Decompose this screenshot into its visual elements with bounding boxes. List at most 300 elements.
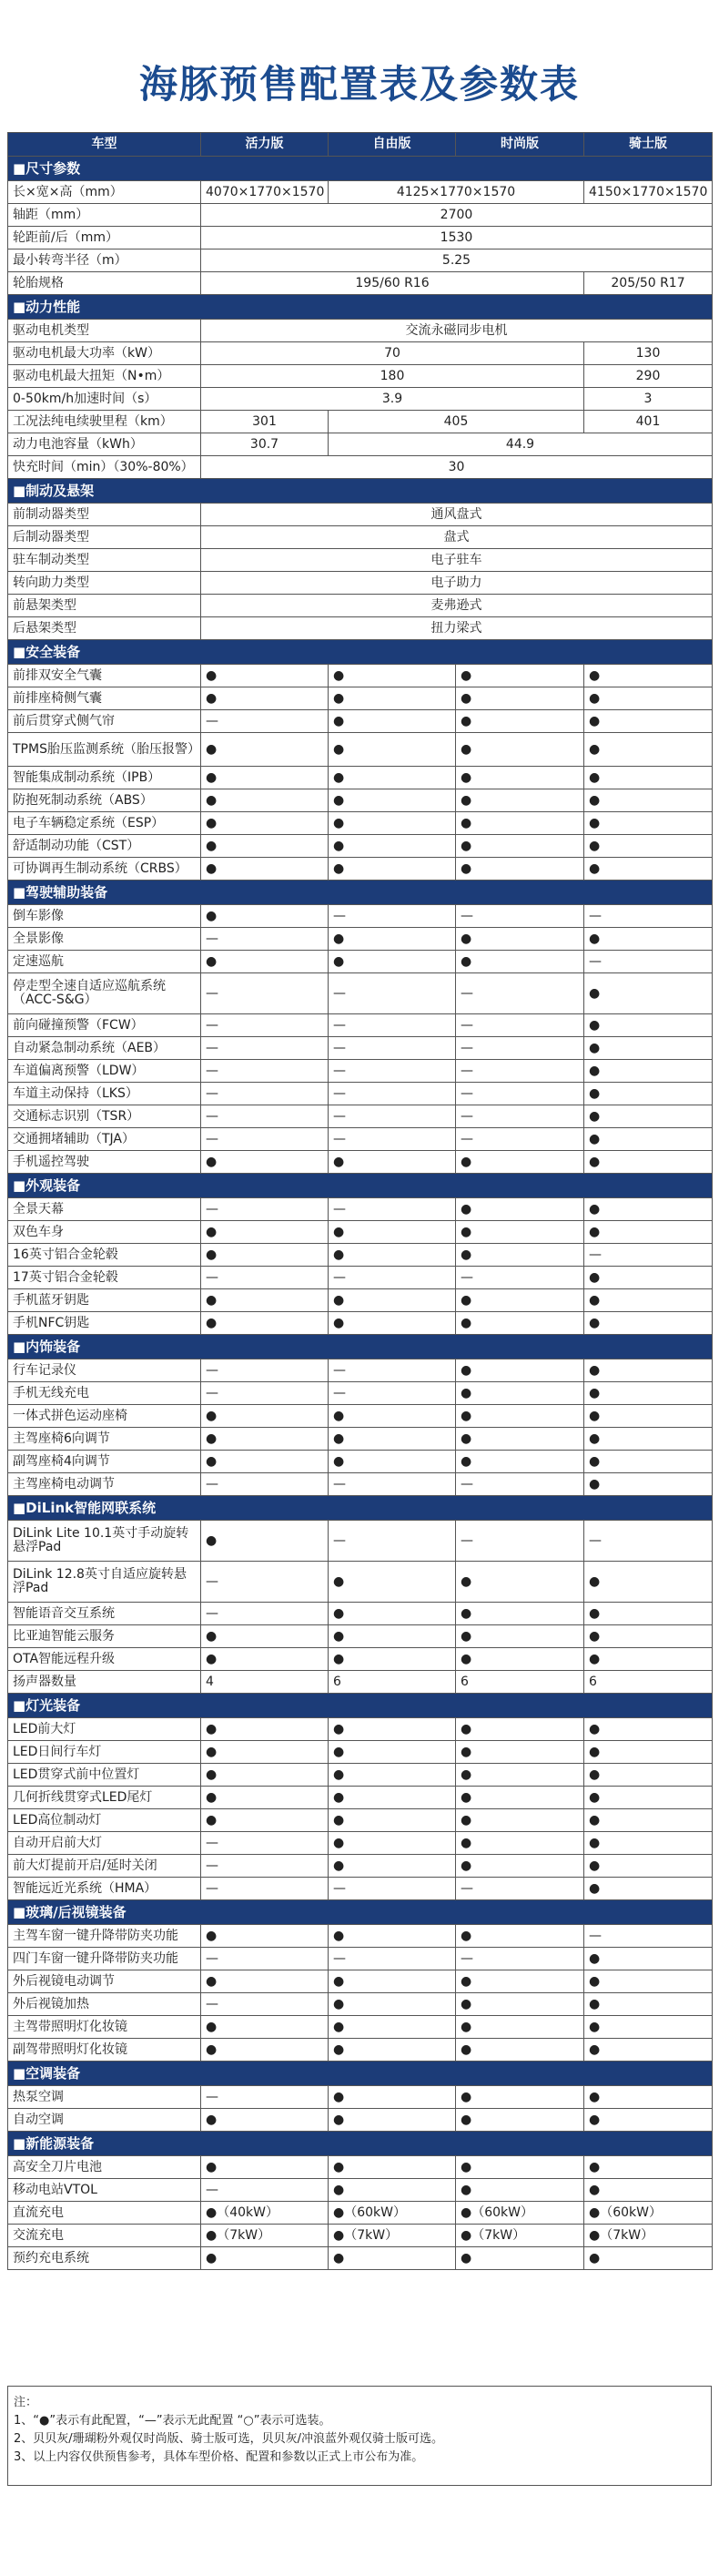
row-label: 可协调再生制动系统（CRBS） (8, 858, 201, 881)
table-row (8, 456, 713, 479)
table-row (8, 1382, 713, 1405)
feature-mark: ● (329, 2086, 456, 2109)
feature-mark: — (201, 1359, 329, 1382)
spec-value: 3.9 (201, 388, 584, 411)
section-header (8, 1496, 713, 1521)
row-label: 一体式拼色运动座椅 (8, 1405, 201, 1428)
feature-mark: — (201, 1562, 329, 1603)
feature-mark: ● (329, 1405, 456, 1428)
row-label: 轴距（mm） (8, 204, 201, 227)
feature-mark: ● (584, 767, 713, 789)
feature-mark: ● (329, 1289, 456, 1312)
table-row (8, 1787, 713, 1809)
table-row (8, 1312, 713, 1335)
feature-mark: ● (456, 1855, 584, 1878)
table-row (8, 549, 713, 572)
feature-mark: ● (456, 665, 584, 687)
feature-mark: ● (201, 1151, 329, 1174)
feature-mark: — (201, 1993, 329, 2016)
section-header (8, 881, 713, 905)
row-label: LED日间行车灯 (8, 1741, 201, 1764)
feature-mark: ● (201, 2039, 329, 2062)
section-header (8, 1900, 713, 1925)
spec-value: 30 (201, 456, 713, 479)
feature-mark: ● (584, 1832, 713, 1855)
row-label: 舒适制动功能（CST） (8, 835, 201, 858)
spec-value: 3 (584, 388, 713, 411)
header-trim-fashion: 时尚版 (456, 133, 584, 157)
feature-mark: ● (456, 687, 584, 710)
table-row (8, 1970, 713, 1993)
feature-mark: — (329, 1359, 456, 1382)
header-trim-freedom: 自由版 (329, 133, 456, 157)
feature-mark: — (329, 1198, 456, 1221)
spec-value: 扭力梁式 (201, 617, 713, 640)
feature-mark: ● (329, 1970, 456, 1993)
feature-mark: ● (201, 1764, 329, 1787)
table-row (8, 595, 713, 617)
spec-value: 4150×1770×1570 (584, 181, 713, 204)
feature-mark: ● (456, 2156, 584, 2179)
spec-value: 5.25 (201, 249, 713, 272)
spec-value: 290 (584, 365, 713, 388)
row-label: 转向助力类型 (8, 572, 201, 595)
row-label: 外后视镜加热 (8, 1993, 201, 2016)
row-label: 高安全刀片电池 (8, 2156, 201, 2179)
feature-mark: ● (201, 1718, 329, 1741)
feature-mark: ● (584, 1267, 713, 1289)
feature-mark: — (201, 1105, 329, 1128)
table-row (8, 1128, 713, 1151)
row-label: 四门车窗一键升降带防夹功能 (8, 1948, 201, 1970)
row-label: 智能语音交互系统 (8, 1603, 201, 1625)
table-row (8, 1809, 713, 1832)
feature-mark: — (201, 2179, 329, 2202)
row-label: 交流充电 (8, 2225, 201, 2247)
row-label: 手机无线充电 (8, 1382, 201, 1405)
feature-mark: — (584, 1925, 713, 1948)
feature-mark: ● (456, 1312, 584, 1335)
table-row (8, 1878, 713, 1900)
feature-mark: ● (201, 2109, 329, 2132)
feature-mark: ● (201, 2247, 329, 2270)
spec-value: 301 (201, 411, 329, 433)
feature-mark: ● (584, 1648, 713, 1671)
row-label: 全景天幕 (8, 1198, 201, 1221)
feature-mark: ● (584, 733, 713, 767)
row-label: 主驾车窗一键升降带防夹功能 (8, 1925, 201, 1948)
table-row (8, 2247, 713, 2270)
feature-mark: ● (201, 2016, 329, 2039)
feature-mark: — (456, 1014, 584, 1037)
row-label: LED高位制动灯 (8, 1809, 201, 1832)
table-row (8, 1993, 713, 2016)
feature-mark: ● (456, 1405, 584, 1428)
row-label: 双色车身 (8, 1221, 201, 1244)
feature-mark: ● (584, 665, 713, 687)
spec-value: 麦弗逊式 (201, 595, 713, 617)
feature-mark: ● (456, 1648, 584, 1671)
feature-mark: ● (201, 1312, 329, 1335)
spec-value: 1530 (201, 227, 713, 249)
feature-mark: ● (201, 767, 329, 789)
feature-mark: ● (456, 1289, 584, 1312)
section-title: ■驾驶辅助装备 (8, 881, 713, 905)
row-label: 主驾座椅6向调节 (8, 1428, 201, 1451)
feature-mark: ● (329, 789, 456, 812)
header-trim-vitality: 活力版 (201, 133, 329, 157)
feature-mark: ● (584, 1718, 713, 1741)
table-row (8, 1625, 713, 1648)
feature-mark: ● (456, 1151, 584, 1174)
table-row (8, 1925, 713, 1948)
table-row (8, 1221, 713, 1244)
feature-mark: ● (584, 1993, 713, 2016)
table-row (8, 1603, 713, 1625)
row-label: 工况法纯电续驶里程（km） (8, 411, 201, 433)
feature-mark: ● (584, 1970, 713, 1993)
feature-mark: ● (329, 767, 456, 789)
feature-mark: — (329, 973, 456, 1014)
spec-value: 130 (584, 342, 713, 365)
spec-table (7, 132, 713, 2270)
feature-mark: ● (201, 858, 329, 881)
table-row (8, 687, 713, 710)
table-row (8, 1428, 713, 1451)
section-title: ■外观装备 (8, 1174, 713, 1198)
feature-mark: ● (201, 1625, 329, 1648)
spec-value: 电子助力 (201, 572, 713, 595)
row-label: 前悬架类型 (8, 595, 201, 617)
spec-value: 70 (201, 342, 584, 365)
table-row (8, 1451, 713, 1473)
feature-mark: — (456, 1083, 584, 1105)
feature-mark: — (201, 1603, 329, 1625)
table-row (8, 1671, 713, 1694)
feature-mark: — (201, 2086, 329, 2109)
row-label: 前制动器类型 (8, 504, 201, 526)
feature-mark: ● (584, 1037, 713, 1060)
feature-mark: ● (456, 1359, 584, 1382)
feature-mark: ● (584, 1198, 713, 1221)
feature-mark: ● (329, 2016, 456, 2039)
feature-mark: ● (584, 2109, 713, 2132)
table-row (8, 1764, 713, 1787)
feature-mark: — (201, 1060, 329, 1083)
feature-mark: ● (329, 687, 456, 710)
feature-mark: ●（60kW） (329, 2202, 456, 2225)
feature-mark: ● (584, 1809, 713, 1832)
row-label: 前排双安全气囊 (8, 665, 201, 687)
section-header (8, 295, 713, 320)
feature-mark: — (456, 1948, 584, 1970)
row-label: 倒车影像 (8, 905, 201, 928)
feature-mark: ● (329, 1764, 456, 1787)
feature-mark: ● (201, 2156, 329, 2179)
feature-mark: ● (584, 1428, 713, 1451)
feature-mark: ● (329, 2156, 456, 2179)
feature-mark: ● (584, 1451, 713, 1473)
feature-mark: — (584, 1244, 713, 1267)
feature-mark: — (584, 905, 713, 928)
table-row (8, 665, 713, 687)
table-row (8, 1244, 713, 1267)
feature-mark: ● (456, 1625, 584, 1648)
feature-mark: ● (201, 1451, 329, 1473)
feature-mark: ● (329, 1428, 456, 1451)
feature-mark: ● (201, 1405, 329, 1428)
feature-mark: ● (201, 1648, 329, 1671)
feature-mark: — (329, 1473, 456, 1496)
table-row (8, 1083, 713, 1105)
feature-mark: ● (201, 1428, 329, 1451)
feature-mark: ● (584, 1741, 713, 1764)
row-label: 0-50km/h加速时间（s） (8, 388, 201, 411)
table-row (8, 1562, 713, 1603)
feature-mark: ● (584, 1312, 713, 1335)
section-title: ■空调装备 (8, 2062, 713, 2086)
feature-mark: ● (584, 1764, 713, 1787)
feature-mark: — (456, 973, 584, 1014)
feature-mark: ● (456, 1787, 584, 1809)
feature-mark: — (201, 1878, 329, 1900)
section-header (8, 640, 713, 665)
feature-mark: — (201, 973, 329, 1014)
table-row (8, 204, 713, 227)
feature-mark: — (201, 1128, 329, 1151)
feature-mark: ● (329, 1925, 456, 1948)
row-label: 副驾带照明灯化妆镜 (8, 2039, 201, 2062)
feature-mark: ● (201, 665, 329, 687)
feature-mark: ● (584, 1473, 713, 1496)
feature-mark: ● (584, 1603, 713, 1625)
feature-mark: ● (329, 1741, 456, 1764)
feature-mark: ● (584, 1625, 713, 1648)
feature-mark: ● (201, 1809, 329, 1832)
feature-mark: — (201, 1832, 329, 1855)
header-row (8, 133, 713, 157)
feature-mark: ● (456, 812, 584, 835)
section-title: ■动力性能 (8, 295, 713, 320)
section-header (8, 1335, 713, 1359)
feature-mark: ● (329, 1451, 456, 1473)
row-label: 后悬架类型 (8, 617, 201, 640)
table-row (8, 1037, 713, 1060)
row-label: 预约充电系统 (8, 2247, 201, 2270)
section-title: ■制动及悬架 (8, 479, 713, 504)
section-title: ■新能源装备 (8, 2132, 713, 2156)
table-row (8, 572, 713, 595)
row-label: 长×宽×高（mm） (8, 181, 201, 204)
feature-mark: ● (584, 1014, 713, 1037)
section-title: ■灯光装备 (8, 1694, 713, 1718)
row-label: DiLink 12.8英寸自适应旋转悬浮Pad (8, 1562, 201, 1603)
feature-mark: — (329, 1128, 456, 1151)
feature-mark: ● (329, 951, 456, 973)
table-row (8, 1151, 713, 1174)
feature-mark: ● (584, 1221, 713, 1244)
table-row (8, 1014, 713, 1037)
feature-mark: ● (456, 710, 584, 733)
table-row (8, 858, 713, 881)
feature-mark: — (456, 1267, 584, 1289)
feature-mark: ● (456, 733, 584, 767)
note-line: 2、贝贝灰/珊瑚粉外观仅时尚版、骑士版可选，贝贝灰/冲浪蓝外观仅骑士版可选。 (14, 2432, 444, 2446)
table-row (8, 2086, 713, 2109)
feature-mark: ● (329, 1625, 456, 1648)
notes (7, 2386, 712, 2486)
row-label: 驱动电机类型 (8, 320, 201, 342)
spec-body (8, 157, 713, 2270)
feature-mark: ● (456, 1764, 584, 1787)
feature-mark: ● (201, 1289, 329, 1312)
feature-mark: — (329, 1878, 456, 1900)
feature-mark: ● (584, 1151, 713, 1174)
feature-mark: — (201, 1473, 329, 1496)
feature-mark: — (456, 1473, 584, 1496)
feature-mark: ●（7kW） (329, 2225, 456, 2247)
row-label: 前向碰撞预警（FCW） (8, 1014, 201, 1037)
table-row (8, 1359, 713, 1382)
feature-mark: — (584, 1521, 713, 1562)
row-label: 手机遥控驾驶 (8, 1151, 201, 1174)
feature-mark: ● (584, 1405, 713, 1428)
feature-mark: ● (329, 1312, 456, 1335)
row-label: 防抱死制动系统（ABS） (8, 789, 201, 812)
feature-mark: ● (201, 835, 329, 858)
feature-mark: ● (584, 2179, 713, 2202)
table-row (8, 733, 713, 767)
table-row (8, 320, 713, 342)
feature-mark: ● (456, 1970, 584, 1993)
feature-mark: ●（40kW） (201, 2202, 329, 2225)
feature-mark: ● (456, 858, 584, 881)
feature-mark: ● (584, 1382, 713, 1405)
table-row (8, 2039, 713, 2062)
section-title: ■内饰装备 (8, 1335, 713, 1359)
feature-mark: ●（60kW） (456, 2202, 584, 2225)
feature-mark: ●（7kW） (456, 2225, 584, 2247)
feature-mark: ● (584, 2016, 713, 2039)
feature-mark: ● (584, 1359, 713, 1382)
feature-mark: ●（7kW） (201, 2225, 329, 2247)
feature-mark: — (329, 1105, 456, 1128)
feature-mark: ● (584, 1128, 713, 1151)
feature-mark: ● (456, 928, 584, 951)
feature-mark: — (201, 1855, 329, 1878)
spec-value: 195/60 R16 (201, 272, 584, 295)
feature-mark: ● (329, 1221, 456, 1244)
row-label: 智能远近光系统（HMA） (8, 1878, 201, 1900)
row-label: 车道偏离预警（LDW） (8, 1060, 201, 1083)
feature-mark: ● (584, 789, 713, 812)
feature-mark: — (201, 1382, 329, 1405)
feature-mark: ● (201, 1244, 329, 1267)
feature-mark: ● (456, 789, 584, 812)
row-label: TPMS胎压监测系统（胎压报警） (8, 733, 201, 767)
section-header (8, 2132, 713, 2156)
table-row (8, 1405, 713, 1428)
row-label: 行车记录仪 (8, 1359, 201, 1382)
table-row (8, 1267, 713, 1289)
feature-mark: ● (329, 928, 456, 951)
feature-mark: — (329, 1083, 456, 1105)
feature-mark: ● (329, 1603, 456, 1625)
spec-value: 2700 (201, 204, 713, 227)
feature-mark: ● (584, 710, 713, 733)
row-label: 停走型全速自适应巡航系统（ACC-S&G） (8, 973, 201, 1014)
feature-mark: 6 (584, 1671, 713, 1694)
feature-mark: — (456, 1037, 584, 1060)
table-row (8, 1105, 713, 1128)
feature-mark: — (456, 1128, 584, 1151)
feature-mark: — (329, 1037, 456, 1060)
table-row (8, 365, 713, 388)
feature-mark: ● (329, 858, 456, 881)
feature-mark: ● (329, 710, 456, 733)
row-label: 驱动电机最大功率（kW） (8, 342, 201, 365)
row-label: 自动空调 (8, 2109, 201, 2132)
table-row (8, 342, 713, 365)
section-header (8, 1174, 713, 1198)
spec-value: 通风盘式 (201, 504, 713, 526)
table-row (8, 928, 713, 951)
feature-mark: ● (456, 1244, 584, 1267)
table-row (8, 789, 713, 812)
feature-mark: ● (201, 1521, 329, 1562)
table-row (8, 433, 713, 456)
spec-value: 30.7 (201, 433, 329, 456)
feature-mark: ● (329, 2109, 456, 2132)
table-row (8, 1289, 713, 1312)
row-label: 快充时间（min）（30%-80%） (8, 456, 201, 479)
feature-mark: ● (201, 687, 329, 710)
row-label: 热泵空调 (8, 2086, 201, 2109)
feature-mark: ● (201, 1925, 329, 1948)
feature-mark: ● (584, 2247, 713, 2270)
row-label: 扬声器数量 (8, 1671, 201, 1694)
table-row (8, 2225, 713, 2247)
row-label: 交通拥堵辅助（TJA） (8, 1128, 201, 1151)
table-row (8, 617, 713, 640)
section-title: ■安全装备 (8, 640, 713, 665)
feature-mark: ● (329, 1648, 456, 1671)
feature-mark: ● (329, 665, 456, 687)
row-label: 前大灯提前开启/延时关闭 (8, 1855, 201, 1878)
feature-mark: ● (456, 1562, 584, 1603)
row-label: 直流充电 (8, 2202, 201, 2225)
feature-mark: ● (201, 1221, 329, 1244)
feature-mark: ● (201, 951, 329, 973)
row-label: 车道主动保持（LKS） (8, 1083, 201, 1105)
feature-mark: — (201, 1267, 329, 1289)
table-row (8, 411, 713, 433)
row-label: LED贯穿式前中位置灯 (8, 1764, 201, 1787)
feature-mark: — (201, 1198, 329, 1221)
row-label: 比亚迪智能云服务 (8, 1625, 201, 1648)
row-label: 前后贯穿式侧气帘 (8, 710, 201, 733)
table-row (8, 1198, 713, 1221)
row-label: 自动紧急制动系统（AEB） (8, 1037, 201, 1060)
feature-mark: — (329, 1267, 456, 1289)
feature-mark: ● (584, 928, 713, 951)
spec-value: 4070×1770×1570 (201, 181, 329, 204)
table-row (8, 1855, 713, 1878)
table-row (8, 272, 713, 295)
note-line: 1、“●”表示有此配置，“—”表示无此配置 “○”表示可选装。 (14, 2414, 331, 2428)
feature-mark: ● (329, 812, 456, 835)
table-row (8, 1832, 713, 1855)
